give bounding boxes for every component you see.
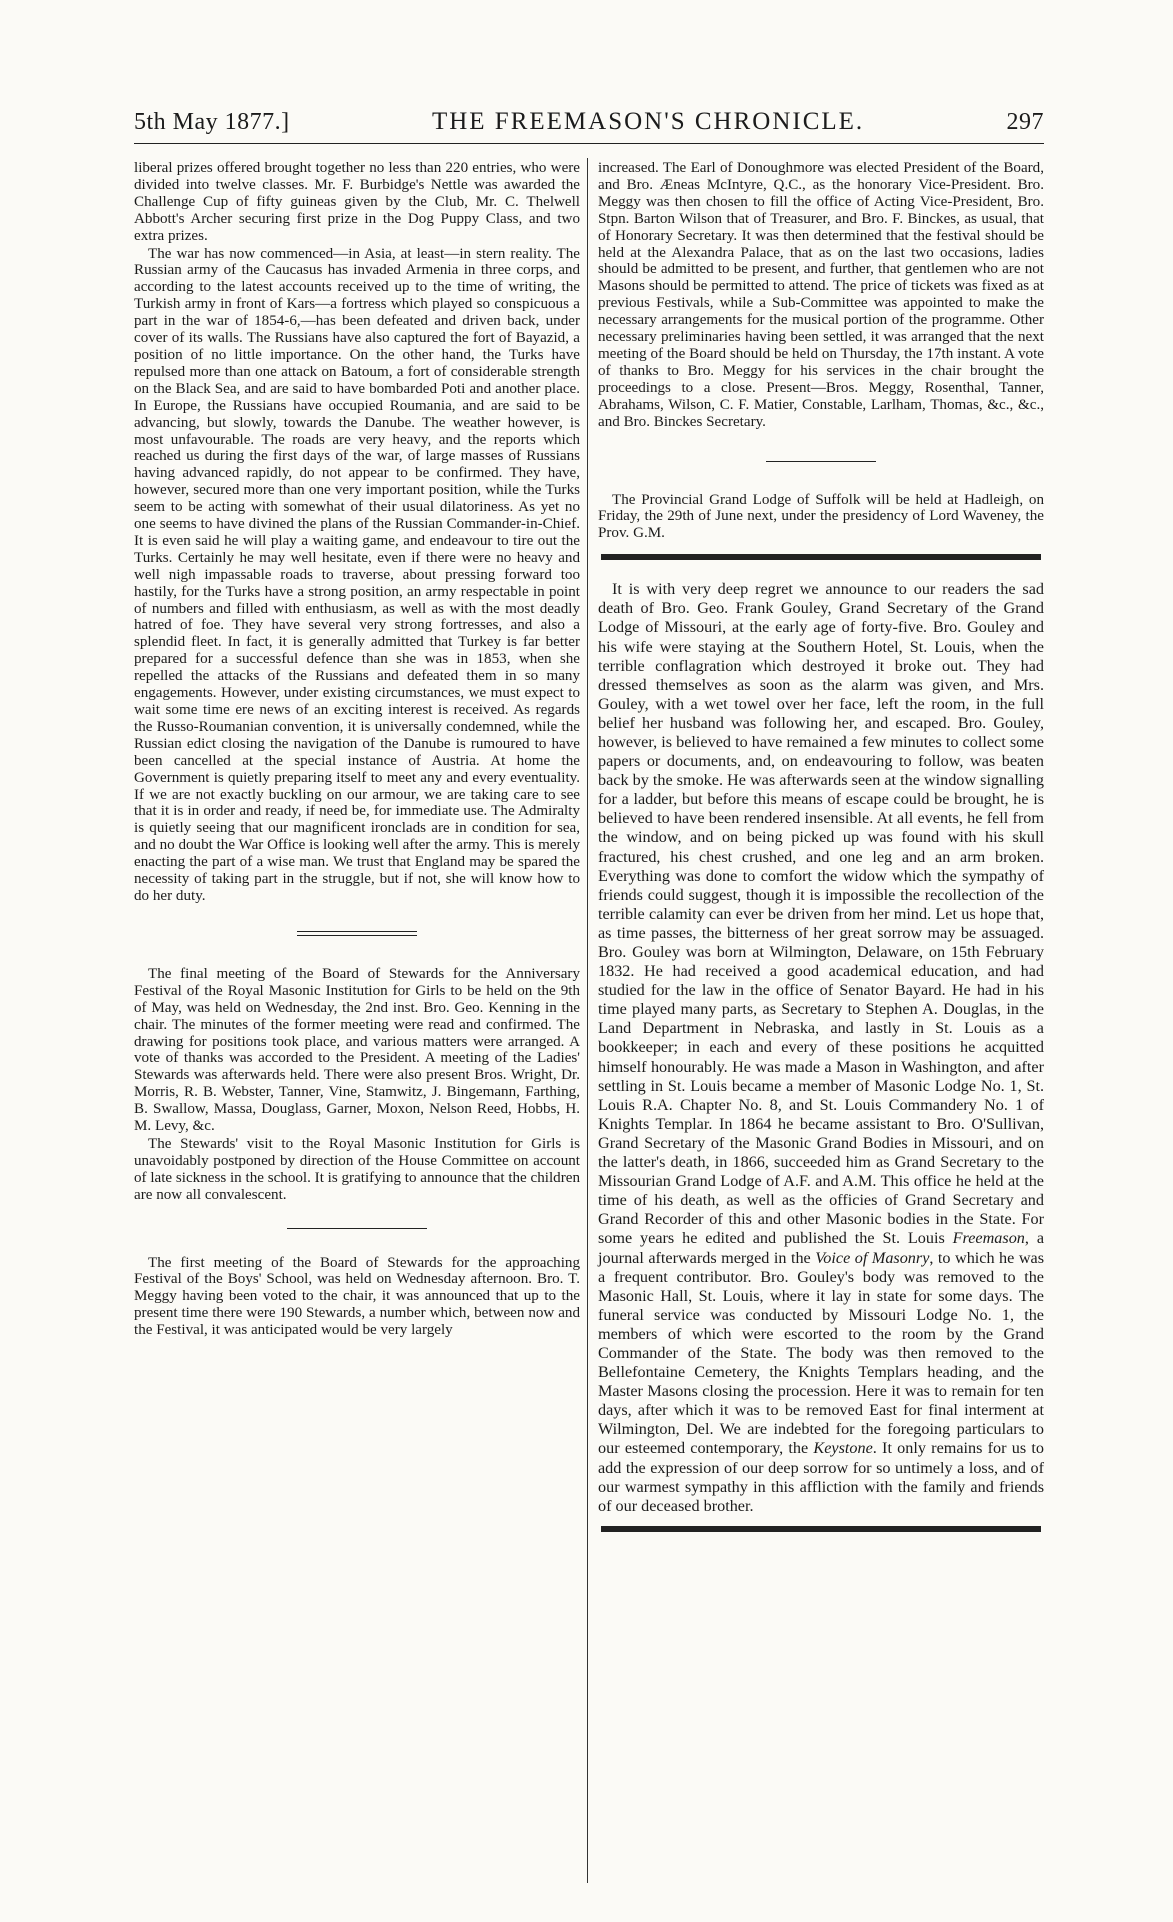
obituary-text-3: , to which he was a frequent contributor. Bro. Gouley's body was removed to the Masonic Hall, St. Louis, where it lay in state for some days. The funeral service was conducted by Missouri Lodge No. 1, the members of which were escorted to the room by the Grand Commander of the State. The body was then removed to the Bellefontaine Cemetery, the Knights Templars heading, and the Master Masons closing the procession. Here it was to remain for ten days, after which it was to be removed East for final interment at Wilmington, Del. We are indebted for the foregoing particulars to our esteemed contemporary, the bbox=[598, 1248, 1044, 1458]
page-number: 297 bbox=[1006, 109, 1044, 135]
obituary-text-1: It is with very deep regret we announce to our readers the sad death of Bro. Geo. Frank Gouley, Grand Secretary of the Grand Lodge of Missouri, at the early age of forty-five. Bro. Gouley and his wife were staying at the Southern Hotel, St. Louis, when the terrible conflagration which destroyed it broke out. They had dressed themselves as soon as the alarm was given, and Mrs. Gouley, with a wet towel over her face, left the room, in the full belief her husband was following her, and escaped. Bro. Gouley, however, is believed to have remained a few minutes to collect some papers or documents, and, on endeavouring to follow, was beaten back by the smoke. He was afterwards seen at the window signalling for a ladder, but before this means of escape could be brought, he is believed to have been rendered insensible. At all events, he fell from the window, and on being picked up was found with his skull fractured, his chest crushed, and one leg and an arm broken. Everything was done to comfort the widow which the sympathy of friends could suggest, though it is impossible the recollection of the terrible calamity can ever be driven from her mind. Let us hope that, as time passes, the bitterness of her great sorrow may be assuaged. Bro. Gouley was born at Wilmington, Delaware, on 15th February 1832. He had received a good academical education, and had studied for the law in the office of Senator Bayard. He had in his time played many parts, as Secretary to Stephen A. Douglas, in the Land Department in Nebraska, and lastly in St. Louis as a bookkeeper; in each and every of these positions he acquitted himself honourably. He was made a Mason in Washington, and after settling in St. Louis became a member of Masonic Lodge No. 1, St. Louis R.A. Chapter No. 8, and St. Louis Commandery No. 1 of Knights Templar. In 1864 he became assistant to Bro. O'Sullivan, Grand Secretary of the Masonic Grand Bodies in Missouri, and on the latter's death, in 1866, succeeded him as Grand Secretary to the Missourian Grand Lodge of A.F. and A.M. This office he held at the time of his death, as well as the officies of Grand Secretary and Grand Recorder of this and other Masonic bodies in the State. For some years he edited and published the St. Louis bbox=[598, 580, 1044, 1248]
mourning-rule-top bbox=[601, 554, 1041, 560]
obituary-text-4: . It only remains for us to add the expression of our deep sorrow for so untimely a loss, and of our warmest sympathy in this affliction with the family and friends of our deceased brother. bbox=[598, 1439, 1044, 1515]
column-divider bbox=[587, 158, 588, 1883]
article-gouley-obituary bbox=[598, 580, 1044, 1516]
left-column bbox=[134, 160, 580, 1340]
article-boys-school-stewards-cont: increased. The Earl of Donoughmore was elected President of the Board, and Bro. Æneas McIntyre, Q.C., as the honorary Vice-President. Bro. Meggy was then chosen to fill the office of Acting Vice-President, Bro. Stpn. Barton Wilson that of Treasurer, and Bro. F. Binckes, as usual, that of Honorary Secretary. It was then determined that the festival should be held at the Alexandra Palace, that as on the last two occasions, ladies should be admitted to be present, and further, that gentlemen who are not Masons should be permitted to attend. The price of tickets was fixed as at previous Festivals, while a Sub-Committee was appointed to make the necessary arrangements for the musical portion of the programme. Other necessary preliminaries having been settled, it was arranged that the next meeting of the Board should be held on Thursday, the 17th instant. A vote of thanks to Bro. Meggy for his services in the chair brought the proceedings to a close. Present—Bros. Meggy, Rosenthal, Tanner, Abrahams, Wilson, C. F. Matier, Constable, Larlham, Thomas, &c., &c., and Bro. Binckes Secretary. bbox=[598, 160, 1044, 430]
article-war-commenced: The war has now commenced—in Asia, at least—in stern reality. The Russian army of the Caucasus has invaded Armenia in three corps, and according to the latest accounts received up to the time of writing, the Turkish army in front of Kars—a fortress which played so conspicuous a part in the war of 1854-6,—has been defeated and driven back, under cover of its walls. The Russians have also captured the fort of Bayazid, a position of no little importance. On the other hand, the Turks have repulsed more than one attack on Batoum, a fort of considerable strength on the Black Sea, and are said to have bombarded Poti and another place. In Europe, the Russians have occupied Roumania, and are said to be advancing, but slowly, towards the Danube. The weather however, is most unfavourable. The roads are very heavy, and the reports which reached us during the first days of the war, of large masses of Russians having advanced rapidly, do not appear to be confirmed. They have, however, secured more than one very important position, while the Turks seem to be acting with somewhat of their usual dilatoriness. As yet no one seems to have divined the plans of the Russian Commander-in-Chief. It is even said he will play a waiting game, and endeavour to tire out the Turks. Certainly he may well hesitate, even if there were no heavy and well nigh impassable roads to traverse, about pressing forward too hastily, for the Turks have a strong position, an army respectable in point of numbers and filled with enthusiasm, as well as with the most deadly hatred of foe. They have several very strong fortresses, and also a splendid fleet. In fact, it is generally admitted that Turkey is far better prepared for a successful defence than she was in 1853, when she repelled the attacks of the Russians and defeated them in so many engagements. However, under existing circumstances, we must expect to wait some time ere news of an exciting interest is received. As regards the Russo-Roumanian convention, it is universally condemned, while the Russian edict closing the navigation of the Danube is rumoured to have been cancelled at the special instance of Austria. At home the Government is quietly preparing itself to meet any and every eventuality. If we are not exactly buckling on our armour, we are taking care to see that it is in order and ready, if need be, for immediate use. The Admiralty is quietly seeing that our magnificent ironclads are in condition for sea, and no doubt the War Office is looking well after the army. This is merely enacting the part of a wise man. We trust that England may be spared the necessity of taking part in the struggle, but if not, she will know how to do her duty. bbox=[134, 245, 580, 904]
publication-title: THE FREEMASON'S CHRONICLE. bbox=[431, 108, 865, 135]
section-separator bbox=[287, 1228, 427, 1229]
article-girls-institution-stewards: The final meeting of the Board of Stewards for the Anniversary Festival of the Royal Masonic Institution for Girls to be held on the 9th of May, was held on Wednesday, the 2nd inst. Bro. Geo. Kenning in the chair. The minutes of the former meeting were read and confirmed. The drawing for positions took place, and various matters were arranged. A vote of thanks was accorded to the President. A meeting of the Ladies' Stewards was afterwards held. There were also present Bros. Wright, Dr. Morris, R. B. Webster, Tanner, Vine, Stamwitz, J. Bingemann, Farthing, B. Swallow, Massa, Douglass, Garner, Moxon, Nelson Reed, Hobbs, H. M. Levy, &c. bbox=[134, 965, 580, 1135]
section-separator-double bbox=[297, 931, 417, 936]
right-column bbox=[598, 160, 1044, 1532]
mourning-rule-bottom bbox=[601, 1526, 1041, 1532]
article-boys-school-stewards: The first meeting of the Board of Stewards for the approaching Festival of the Boys' School, was held on Wednesday afternoon. Bro. T. Meggy having been voted to the chair, it was announced that up to the present time there were 190 Stewards, a number which, between now and the Festival, it was anticipated would be very largely bbox=[134, 1254, 580, 1339]
obituary-text-2: , a journal afterwards merged in the bbox=[598, 1229, 1045, 1267]
freemason-journal-title: Freemason bbox=[952, 1229, 1025, 1248]
page-header bbox=[134, 108, 1044, 142]
keystone-title: Keystone bbox=[813, 1439, 873, 1458]
header-rule bbox=[134, 143, 1044, 144]
voice-of-masonry-title: Voice of Masonry bbox=[815, 1248, 930, 1267]
article-dog-show-end: liberal prizes offered brought together no less than 220 entries, who were divided into twelve classes. Mr. F. Burbidge's Nettle was awarded the Challenge Cup of fifty guineas given by the Club, Mr. C. Thelwell Abbott's Archer securing first prize in the Dog Puppy Class, and two extra prizes. bbox=[134, 160, 580, 244]
issue-date: 5th May 1877.] bbox=[134, 109, 290, 135]
article-stewards-visit-postponed: The Stewards' visit to the Royal Masonic Institution for Girls is unavoidably postponed by direction of the House Committee on account of late sickness in the school. It is gratifying to announce that the children are now all convalescent. bbox=[134, 1135, 580, 1203]
section-separator bbox=[766, 461, 876, 462]
article-suffolk-grand-lodge: The Provincial Grand Lodge of Suffolk will be held at Hadleigh, on Friday, the 29th of June next, under the presidency of Lord Waveney, the Prov. G.M. bbox=[598, 491, 1044, 542]
